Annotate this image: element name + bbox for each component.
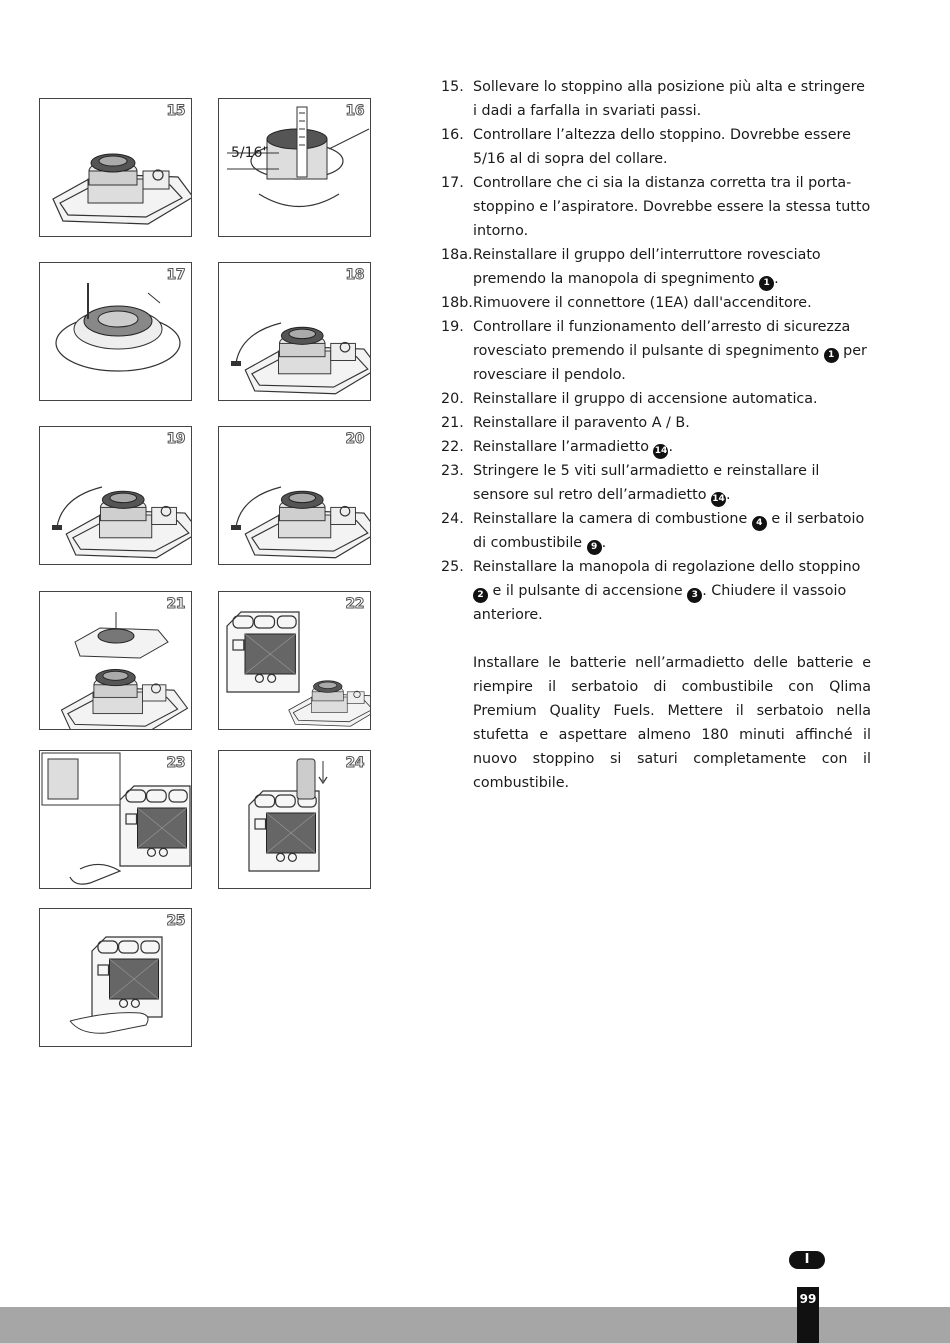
step-text: Reinstallare il gruppo dell’interruttore rovesciato premendo la manopola di spegnimento bbox=[473, 247, 821, 287]
step-text: Stringere le 5 viti sull’armadietto e reinstallare il sensore sul retro dell’armadietto bbox=[473, 463, 820, 503]
step-number: 25. bbox=[441, 559, 464, 575]
step-text: e il pulsante di accensione bbox=[488, 583, 688, 599]
figure-19 bbox=[39, 426, 192, 565]
step-number: 22. bbox=[441, 439, 464, 455]
step-text: Reinstallare il paravento A / B. bbox=[473, 415, 690, 431]
step-item bbox=[441, 243, 871, 291]
figure-number: 16 bbox=[345, 103, 364, 119]
part-reference-icon: 3 bbox=[687, 588, 702, 603]
step-item bbox=[441, 459, 871, 507]
figure-number: 15 bbox=[166, 103, 185, 119]
step-number: 16. bbox=[441, 127, 464, 143]
step-number: 24. bbox=[441, 511, 464, 527]
step-text: Sollevare lo stoppino alla posizione più alta e stringere i dadi a farfalla in svariati passi. bbox=[473, 79, 865, 119]
figure-number: 24 bbox=[345, 755, 364, 771]
step-item bbox=[441, 291, 871, 315]
part-reference-icon: 14 bbox=[711, 492, 726, 507]
figure-number: 23 bbox=[166, 755, 185, 771]
part-reference-icon: 14 bbox=[653, 444, 668, 459]
figure-20 bbox=[218, 426, 371, 565]
step-text: Controllare che ci sia la distanza corretta tra il porta-stoppino e l’aspiratore. Dovrebbe essere la stessa tutto intorno. bbox=[473, 175, 871, 239]
closing-paragraph: Installare le batterie nell’armadietto delle batterie e riempire il serbatoio di combustibile con Qlima Premium Quality Fuels. Mettere il serbatoio nella stufetta e aspettare almeno 180 minuti affinché il nuovo stoppino si saturi completamente con il combustibile. bbox=[473, 655, 871, 791]
figure-illustration bbox=[40, 427, 192, 565]
step-number: 21. bbox=[441, 415, 464, 431]
step-item bbox=[441, 123, 871, 171]
part-reference-icon: 1 bbox=[824, 348, 839, 363]
step-item bbox=[441, 315, 871, 387]
figure-illustration bbox=[40, 99, 192, 237]
step-text: Rimuovere il connettore (1EA) dall'accenditore. bbox=[473, 295, 812, 311]
step-text: . bbox=[774, 271, 779, 287]
figure-illustration bbox=[219, 427, 371, 565]
step-text: e il serbatoio di combustibile bbox=[473, 511, 865, 551]
step-item bbox=[441, 171, 871, 243]
figure-illustration bbox=[219, 751, 371, 889]
figure-illustration bbox=[40, 751, 192, 889]
figure-illustration bbox=[219, 263, 371, 401]
step-number: 15. bbox=[441, 79, 464, 95]
figure-22 bbox=[218, 591, 371, 730]
step-text: Reinstallare il gruppo di accensione automatica. bbox=[473, 391, 818, 407]
figure-18 bbox=[218, 262, 371, 401]
figure-illustration bbox=[40, 263, 192, 401]
step-number: 20. bbox=[441, 391, 464, 407]
step-number: 18a. bbox=[441, 247, 473, 263]
part-reference-icon: 1 bbox=[759, 276, 774, 291]
figure-illustration bbox=[40, 592, 192, 730]
figure-25 bbox=[39, 908, 192, 1047]
step-text: Reinstallare l’armadietto bbox=[473, 439, 654, 455]
step-text: Reinstallare la camera di combustione bbox=[473, 511, 752, 527]
figure-illustration bbox=[219, 99, 371, 237]
step-text: . bbox=[601, 535, 607, 551]
figure-number: 21 bbox=[166, 596, 185, 612]
figure-23 bbox=[39, 750, 192, 889]
step-number: 23. bbox=[441, 463, 464, 479]
instruction-steps bbox=[441, 75, 871, 795]
step-text: . Chiudere il vassoio anteriore. bbox=[473, 583, 847, 623]
step-text: Controllare il funzionamento dell’arresto di sicurezza rovesciato premendo il pulsante di spegnimento bbox=[473, 319, 851, 359]
page-number: 99 bbox=[797, 1287, 819, 1343]
figure-16 bbox=[218, 98, 371, 237]
figure-number: 25 bbox=[166, 913, 185, 929]
step-number: 18b. bbox=[441, 295, 473, 311]
step-text: Controllare l’altezza dello stoppino. Dovrebbe essere 5/16 al di sopra del collare. bbox=[473, 127, 851, 167]
step-item bbox=[441, 507, 871, 555]
step-number: 17. bbox=[441, 175, 464, 191]
figure-number: 20 bbox=[345, 431, 364, 447]
figure-17 bbox=[39, 262, 192, 401]
part-reference-icon: 9 bbox=[587, 540, 602, 555]
figure-number: 17 bbox=[166, 267, 185, 283]
wick-height-label: 5/16" bbox=[231, 145, 269, 161]
figure-illustration bbox=[40, 909, 192, 1047]
step-item bbox=[441, 411, 871, 435]
figure-number: 22 bbox=[345, 596, 364, 612]
step-number: 19. bbox=[441, 319, 464, 335]
step-item bbox=[441, 75, 871, 123]
step-text: . bbox=[668, 439, 674, 455]
figure-24 bbox=[218, 750, 371, 889]
step-text: . bbox=[726, 487, 731, 503]
step-text: per rovesciare il pendolo. bbox=[473, 343, 867, 383]
part-reference-icon: 2 bbox=[473, 588, 488, 603]
step-item bbox=[441, 555, 871, 627]
part-reference-icon: 4 bbox=[752, 516, 767, 531]
figure-number: 18 bbox=[345, 267, 364, 283]
step-item bbox=[441, 435, 871, 459]
figure-21 bbox=[39, 591, 192, 730]
language-badge: I bbox=[789, 1251, 825, 1269]
figure-15 bbox=[39, 98, 192, 237]
figure-number: 19 bbox=[166, 431, 185, 447]
step-text: Reinstallare la manopola di regolazione dello stoppino bbox=[473, 559, 861, 575]
figure-illustration bbox=[219, 592, 371, 730]
step-item bbox=[441, 387, 871, 411]
